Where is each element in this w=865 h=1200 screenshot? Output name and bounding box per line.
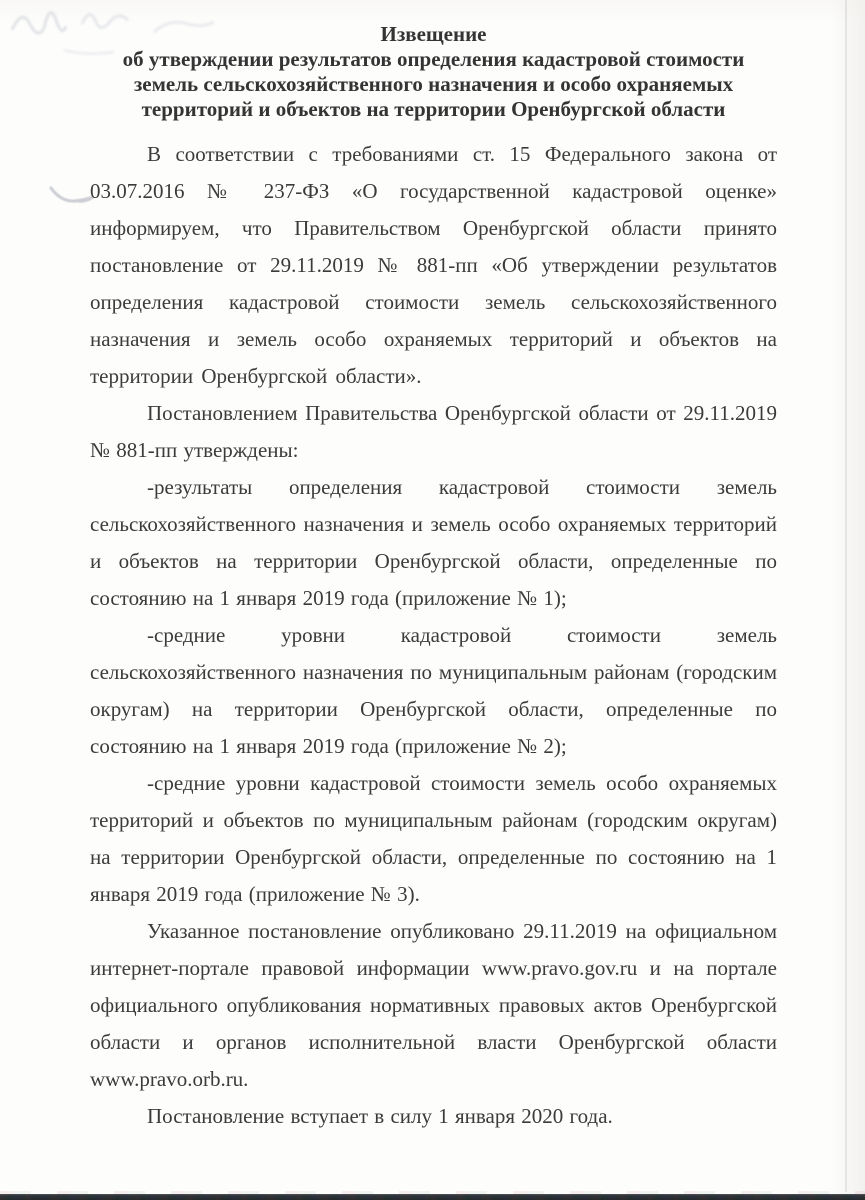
paragraph-effective-date: Постановление вступает в силу 1 января 2020 года. (147, 1104, 613, 1128)
bottom-noise-speckles-artifact (0, 1191, 865, 1194)
title-line-2: об утверждении результатов определения кадастровой стоимости (122, 47, 745, 71)
paragraph-resolution-approved: Постановлением Правительства Оренбургской области от 29.11.2019 № 881-пп утверждены: (90, 401, 777, 462)
paragraph-publication: Указанное постановление опубликовано 29.11.2019 на официальном интернет-портале правовой информации www.pravo.gov.ru и на портале официального опубликования нормативных правовых актов Оренбургской области и органов исполнительной власти Оренбургской области www.pravo.orb.ru. (90, 919, 777, 1091)
title-line-4: территорий и объектов на территории Оренбургской области (141, 97, 726, 121)
document-title (90, 22, 777, 122)
list-item-annex-2: -средние уровни кадастровой стоимости земель сельскохозяйственного назначения по муниципальным районам (городским округам) на территории Оренбургской области, определенные по состоянию на 1 января 2019 года (приложение № 2); (90, 623, 777, 758)
title-line-1: Извещение (380, 22, 487, 46)
list-item-annex-1: -результаты определения кадастровой стоимости земель сельскохозяйственного назначения и земель особо охраняемых территорий и объектов на территории Оренбургской области, определенные по состоянию на 1 января 2019 года (приложение № 1); (90, 475, 777, 610)
bottom-scan-band-artifact (0, 1194, 865, 1200)
title-line-3: земель сельскохозяйственного назначения и особо охраняемых (133, 72, 734, 96)
paragraph-legal-basis: В соответствии с требованиями ст. 15 Федерального закона от 03.07.2016 № 237-ФЗ «О государственной кадастровой оценке» информируем, что Правительством Оренбургской области принято постановление от 29.11.2019 № 881-пп «Об утверждении результатов определения кадастровой стоимости земель сельскохозяйственного назначения и земель особо охраняемых территорий и объектов на территории Оренбургской области». (90, 142, 777, 388)
document-body (90, 136, 777, 1135)
list-item-annex-3: -средние уровни кадастровой стоимости земель особо охраняемых территорий и объектов по муниципальным районам (городским округам) на территории Оренбургской области, определенные по состоянию на 1 января 2019 года (приложение № 3). (90, 771, 777, 906)
